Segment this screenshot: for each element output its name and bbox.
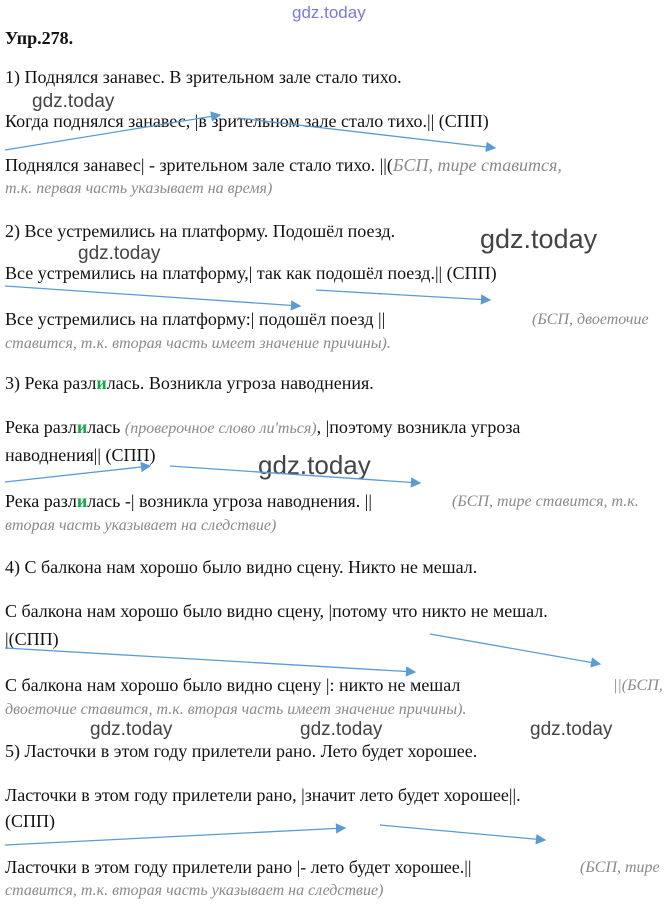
ex3-bsp-c: лась -| возникла угроза наводнения. ||	[87, 491, 372, 511]
ex3-note-2: вторая часть указывает на следствие)	[5, 517, 277, 534]
arrow-5a	[5, 828, 345, 845]
ex5-spp: Ласточки в этом году прилетели рано, |значит лето будет хорошее||.	[5, 785, 521, 805]
arrow-3a	[5, 466, 150, 482]
ex2-note-2: ставится, т.к. вторая часть имеет значение причины).	[5, 335, 391, 352]
arrow-1b	[238, 118, 495, 148]
watermark-2: gdz.today	[480, 224, 598, 254]
ex5-spp-2: (СПП)	[5, 811, 55, 831]
ex1-question: 1) Поднялся занавес. В зрительном зале стало тихо.	[5, 67, 402, 87]
ex2-spp: Все устремились на платформу,| так как подошёл поезд.|| (СПП)	[5, 263, 497, 283]
arrow-4a	[5, 648, 415, 672]
watermark-3: gdz.today	[78, 243, 161, 264]
ex2-bsp-text: Все устремились на платформу:| подошёл поезд ||	[5, 309, 386, 329]
ex2-question: 2) Все устремились на платформу. Подошёл поезд.	[5, 221, 396, 241]
ex2-note-1: (БСП, двоеточие	[532, 311, 649, 328]
ex1-spp: Когда поднялся занавес, |в зрительном зале стало тихо.|| (СПП)	[5, 111, 489, 131]
ex4-note-2: двоеточие ставится, т.к. вторая часть имеет значение причины).	[5, 701, 467, 718]
watermark-top: gdz.today	[292, 3, 366, 22]
ex3-spp-2: наводнения|| (СПП)	[5, 445, 156, 465]
ex3-note-1: (БСП, тире ставится, т.к.	[452, 493, 639, 510]
arrow-4b	[430, 634, 600, 664]
ex5-bsp: Ласточки в этом году прилетели рано |- лето будет хорошее.||	[5, 857, 472, 877]
ex4-spp: С балкона нам хорошо было видно сцену, |потому что никто не мешал.	[5, 601, 548, 621]
ex3-spp-c: лась	[87, 417, 125, 437]
ex3-spp-a: Река разл	[5, 417, 77, 437]
ex4-spp-2: |(СПП)	[5, 629, 59, 649]
ex3-bsp-a: Река разл	[5, 491, 77, 511]
watermark-6: gdz.today	[300, 719, 383, 740]
arrow-5b	[380, 825, 545, 840]
ex5-note-1: (БСП, тире	[580, 859, 660, 876]
ex3-q-c: лась. Возникла угроза наводнения.	[106, 373, 374, 393]
ex1-note-1: БСП, тире ставится,	[392, 155, 562, 175]
ex5-note-2: ставится, т.к. вторая часть указывает на следствие)	[5, 882, 384, 899]
ex3-bsp-letter: и	[76, 491, 88, 511]
ex1-bsp-text: Поднялся занавес| - зрительном зале стало тихо. ||(	[5, 155, 393, 175]
ex3-q-letter: и	[96, 373, 107, 393]
exercise-title: Упр.278.	[5, 28, 74, 48]
ex4-note-1: ||(БСП,	[613, 677, 663, 694]
ex3-q-a: 3) Река разл	[5, 373, 97, 393]
arrow-3b	[170, 466, 420, 483]
arrow-2a	[5, 286, 300, 306]
ex4-bsp: С балкона нам хорошо было видно сцену |: никто не мешал	[5, 675, 461, 695]
ex4-question: 4) С балкона нам хорошо было видно сцену. Никто не мешал.	[5, 557, 478, 577]
watermark-5: gdz.today	[90, 719, 173, 740]
watermark-1: gdz.today	[32, 91, 115, 112]
ex3-spp-note: (проверочное слово ли'ться)	[124, 420, 317, 437]
watermark-7: gdz.today	[530, 719, 613, 740]
ex1-note-2: т.к. первая часть указывает на время)	[5, 180, 273, 197]
ex5-question: 5) Ласточки в этом году прилетели рано. Лето будет хорошее.	[5, 741, 478, 761]
watermark-4: gdz.today	[258, 450, 371, 480]
ex3-spp-letter: и	[76, 417, 88, 437]
arrow-1a	[5, 115, 220, 150]
ex3-spp-d: , |поэтому возникла угроза	[316, 417, 521, 437]
arrow-2b	[316, 290, 490, 300]
